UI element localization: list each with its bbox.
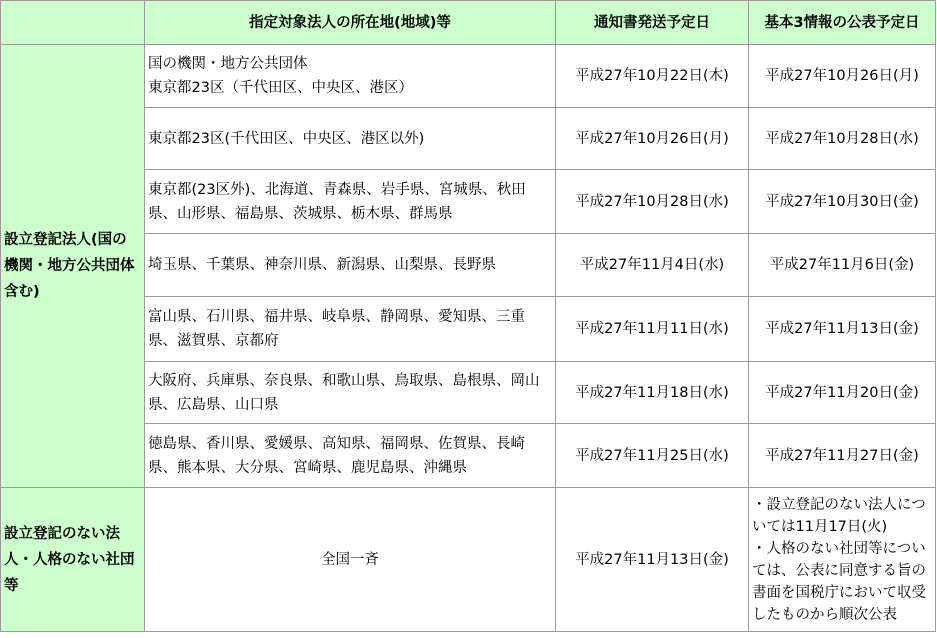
group-registered-corporations: 設立登記法人(国の機関・地方公共団体含む) (1, 45, 145, 488)
notice-date-cell: 平成27年10月28日(水) (556, 170, 749, 234)
region-cell: 東京都23区(千代田区、中央区、港区以外) (145, 108, 556, 170)
table-row (1, 488, 936, 632)
publish-date-cell: 平成27年10月30日(金) (749, 170, 936, 234)
publish-date-cell: 平成27年11月13日(金) (749, 297, 936, 362)
publish-note-cell (749, 488, 936, 632)
header-publish-date: 基本3情報の公表予定日 (749, 1, 936, 45)
header-corner-cell (1, 1, 145, 45)
notice-date-cell: 平成27年11月4日(水) (556, 234, 749, 297)
region-line: 東京都23区（千代田区、中央区、港区） (148, 80, 413, 96)
table-row (1, 45, 936, 108)
notice-date-cell: 平成27年11月13日(金) (556, 488, 749, 632)
region-cell: 富山県、石川県、福井県、岐阜県、静岡県、愛知県、三重県、滋賀県、京都府 (145, 297, 556, 362)
publish-date-cell: 平成27年11月6日(金) (749, 234, 936, 297)
region-cell (145, 45, 556, 108)
group-unregistered-corporations: 設立登記のない法人・人格のない社団等 (1, 488, 145, 632)
header-notice-date: 通知書発送予定日 (556, 1, 749, 45)
region-line: 国の機関・地方公共団体 (148, 56, 308, 72)
publish-date-cell: 平成27年11月20日(金) (749, 362, 936, 424)
publish-date-cell: 平成27年10月28日(水) (749, 108, 936, 170)
notice-date-cell: 平成27年11月18日(水) (556, 362, 749, 424)
region-cell: 全国一斉 (145, 488, 556, 632)
publish-note: ・設立登記のない法人については11月17日(火) (752, 496, 926, 535)
notice-date-cell: 平成27年10月22日(木) (556, 45, 749, 108)
header-row (1, 1, 936, 45)
notice-date-cell: 平成27年10月26日(月) (556, 108, 749, 170)
notice-date-cell: 平成27年11月11日(水) (556, 297, 749, 362)
region-cell: 徳島県、香川県、愛媛県、高知県、福岡県、佐賀県、長崎県、熊本県、大分県、宮崎県、鹿児島県、沖縄県 (145, 424, 556, 488)
notice-date-cell: 平成27年11月25日(水) (556, 424, 749, 488)
header-region: 指定対象法人の所在地(地域)等 (145, 1, 556, 45)
publish-date-cell: 平成27年10月26日(月) (749, 45, 936, 108)
region-cell: 大阪府、兵庫県、奈良県、和歌山県、鳥取県、島根県、岡山県、広島県、山口県 (145, 362, 556, 424)
region-cell: 東京都(23区外)、北海道、青森県、岩手県、宮城県、秋田県、山形県、福島県、茨城県、栃木県、群馬県 (145, 170, 556, 234)
publish-date-cell: 平成27年11月27日(金) (749, 424, 936, 488)
region-cell: 埼玉県、千葉県、神奈川県、新潟県、山梨県、長野県 (145, 234, 556, 297)
publish-note: ・人格のない社団等については、公表に同意する旨の書面を国税庁において収受したものから順次公表 (752, 540, 926, 623)
